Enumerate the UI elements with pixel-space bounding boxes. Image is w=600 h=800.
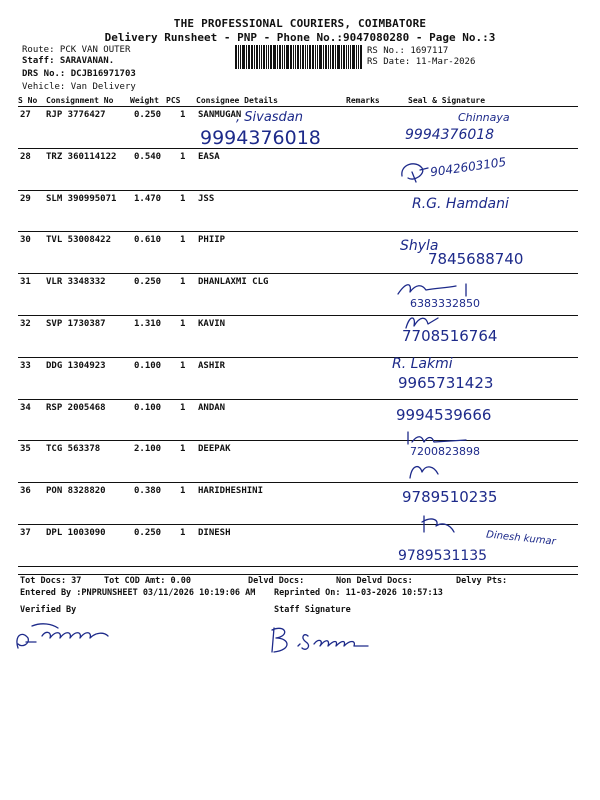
row-consignment-no: TRZ 360114122 <box>46 151 117 162</box>
row-pcs: 1 <box>180 360 186 371</box>
row-weight: 0.540 <box>134 151 162 162</box>
col-weight: Weight <box>130 96 159 105</box>
hw-r27-sig-phone: 9994376018 <box>405 127 495 143</box>
row-divider <box>18 440 578 441</box>
hw-r32-phone: 7708516764 <box>402 327 498 345</box>
row-pcs: 1 <box>180 151 186 162</box>
col-seal: Seal & Signature <box>408 96 486 105</box>
tot-docs: Tot Docs: 37 <box>20 576 82 586</box>
hw-r37-phone: 9789531135 <box>398 548 488 564</box>
drs-label: DRS No.: DCJB16971703 <box>22 69 136 79</box>
row-consignee: DHANLAXMI CLG <box>198 277 269 288</box>
row-divider <box>18 399 578 400</box>
row-weight: 0.250 <box>134 110 162 120</box>
rs-date: RS Date: 11-Mar-2026 <box>367 57 476 67</box>
vehicle-label: Vehicle: Van Delivery <box>22 82 136 92</box>
row-consignee: KAVIN <box>198 319 226 329</box>
row-consignment-no: VLR 3348332 <box>46 277 106 288</box>
hw-r31-phone: 6383332850 <box>410 297 480 310</box>
runsheet-subtitle: Delivery Runsheet - PNP - Phone No.:9047080280 - Page No.:3 <box>104 31 496 44</box>
verified-by-signature <box>12 618 122 658</box>
hw-r30-name: Shyla <box>400 238 439 254</box>
row-sno: 29 <box>20 193 31 204</box>
col-consignment: Consignment No <box>46 96 114 105</box>
hw-r27-sig-name: Chinnaya <box>458 111 510 124</box>
row-weight: 1.470 <box>134 193 162 204</box>
row-divider <box>18 566 578 567</box>
reprinted-on: Reprinted On: 11-03-2026 10:57:13 <box>274 588 443 598</box>
row-consignee: JSS <box>198 193 215 204</box>
row-pcs: 1 <box>180 319 186 329</box>
row-weight: 0.250 <box>134 277 162 288</box>
row-consignment-no: TCG 563378 <box>46 444 101 455</box>
row-sno: 27 <box>20 110 31 120</box>
row-sno: 36 <box>20 486 31 497</box>
footer-rule <box>18 574 578 575</box>
row-divider <box>18 231 578 232</box>
row-divider <box>18 357 578 358</box>
tot-cod: Tot COD Amt: 0.00 <box>104 576 191 586</box>
rs-number: RS No.: 1697117 <box>367 46 449 56</box>
row-sno: 30 <box>20 235 31 246</box>
row-weight: 0.100 <box>134 402 162 413</box>
row-sno: 37 <box>20 528 31 538</box>
col-sno: S No <box>18 96 38 105</box>
row-pcs: 1 <box>180 444 186 455</box>
row-weight: 0.380 <box>134 486 162 497</box>
hw-r35-phone: 7200823898 <box>410 445 480 458</box>
hw-r37-name: Dinesh kumar <box>485 529 557 548</box>
row-consignment-no: RJP 3776427 <box>46 110 106 120</box>
hw-r34-phone: 9994539666 <box>396 406 492 424</box>
row-weight: 0.610 <box>134 235 162 246</box>
verified-by-label: Verified By <box>20 605 77 615</box>
hw-r28-phone: 9042603105 <box>429 154 507 180</box>
hw-r33-phone: 9965731423 <box>398 374 494 392</box>
row-consignee: ANDAN <box>198 402 226 413</box>
hw-r27-consignee: , Sivasdan <box>236 110 304 125</box>
row-sno: 28 <box>20 151 31 162</box>
row-sno: 32 <box>20 319 31 329</box>
row-consignee: DEEPAK <box>198 444 231 455</box>
row-consignee: HARIDHESHINI <box>198 486 264 497</box>
row-pcs: 1 <box>180 277 186 288</box>
row-consignee: PHIIP <box>198 235 226 246</box>
hw-r30-phone: 7845688740 <box>428 250 524 268</box>
row-consignee: SANMUGAN <box>198 110 242 120</box>
col-remarks: Remarks <box>346 96 380 105</box>
row-pcs: 1 <box>180 486 186 497</box>
r36-signature-mark <box>408 460 444 482</box>
staff-label: Staff: SARAVANAN. <box>22 56 115 66</box>
row-pcs: 1 <box>180 402 186 413</box>
row-pcs: 1 <box>180 110 186 120</box>
non-delvd-docs: Non Delvd Docs: <box>336 576 413 586</box>
row-divider <box>18 482 578 483</box>
row-consignment-no: PON 8328820 <box>46 486 106 497</box>
row-divider <box>18 190 578 191</box>
delvy-pts: Delvy Pts: <box>456 576 508 586</box>
row-consignment-no: DPL 1003090 <box>46 528 106 538</box>
row-sno: 35 <box>20 444 31 455</box>
row-consignee: DINESH <box>198 528 231 538</box>
row-consignee: EASA <box>198 151 220 162</box>
hw-r33-name: R. Lakmi <box>392 356 453 372</box>
hw-r27-phone: 9994376018 <box>200 127 321 149</box>
row-consignment-no: TVL 53008422 <box>46 235 112 246</box>
r31-signature-mark <box>396 280 486 298</box>
row-consignee: ASHIR <box>198 360 226 371</box>
row-consignment-no: DDG 1304923 <box>46 360 106 371</box>
row-divider <box>18 273 578 274</box>
hw-r29-signature: R.G. Hamdani <box>412 196 509 212</box>
row-consignment-no: RSP 2005468 <box>46 402 106 413</box>
row-weight: 0.250 <box>134 528 162 538</box>
col-consignee: Consignee Details <box>196 96 278 105</box>
row-consignment-no: SLM 390995071 <box>46 193 117 204</box>
staff-signature-label: Staff Signature <box>274 605 351 615</box>
row-pcs: 1 <box>180 528 186 538</box>
runsheet-barcode <box>235 45 363 69</box>
row-sno: 34 <box>20 402 31 413</box>
row-sno: 33 <box>20 360 31 371</box>
header-rule <box>18 106 578 107</box>
row-weight: 0.100 <box>134 360 162 371</box>
delvd-docs: Delvd Docs: <box>248 576 305 586</box>
row-weight: 2.100 <box>134 444 162 455</box>
company-title: THE PROFESSIONAL COURIERS, COIMBATORE <box>173 17 427 30</box>
row-weight: 1.310 <box>134 319 162 329</box>
row-divider <box>18 524 578 525</box>
row-pcs: 1 <box>180 193 186 204</box>
row-divider <box>18 315 578 316</box>
staff-signature <box>268 622 378 658</box>
row-sno: 31 <box>20 277 31 288</box>
entered-by: Entered By :PNPRUNSHEET 03/11/2026 10:19:06 AM <box>20 588 256 598</box>
row-pcs: 1 <box>180 235 186 246</box>
row-consignment-no: SVP 1730387 <box>46 319 106 329</box>
route-label: Route: PCK VAN OUTER <box>22 45 131 55</box>
hw-r36-phone: 9789510235 <box>402 488 498 506</box>
col-pcs: PCS <box>166 96 181 105</box>
r37-signature-mark <box>420 512 460 536</box>
